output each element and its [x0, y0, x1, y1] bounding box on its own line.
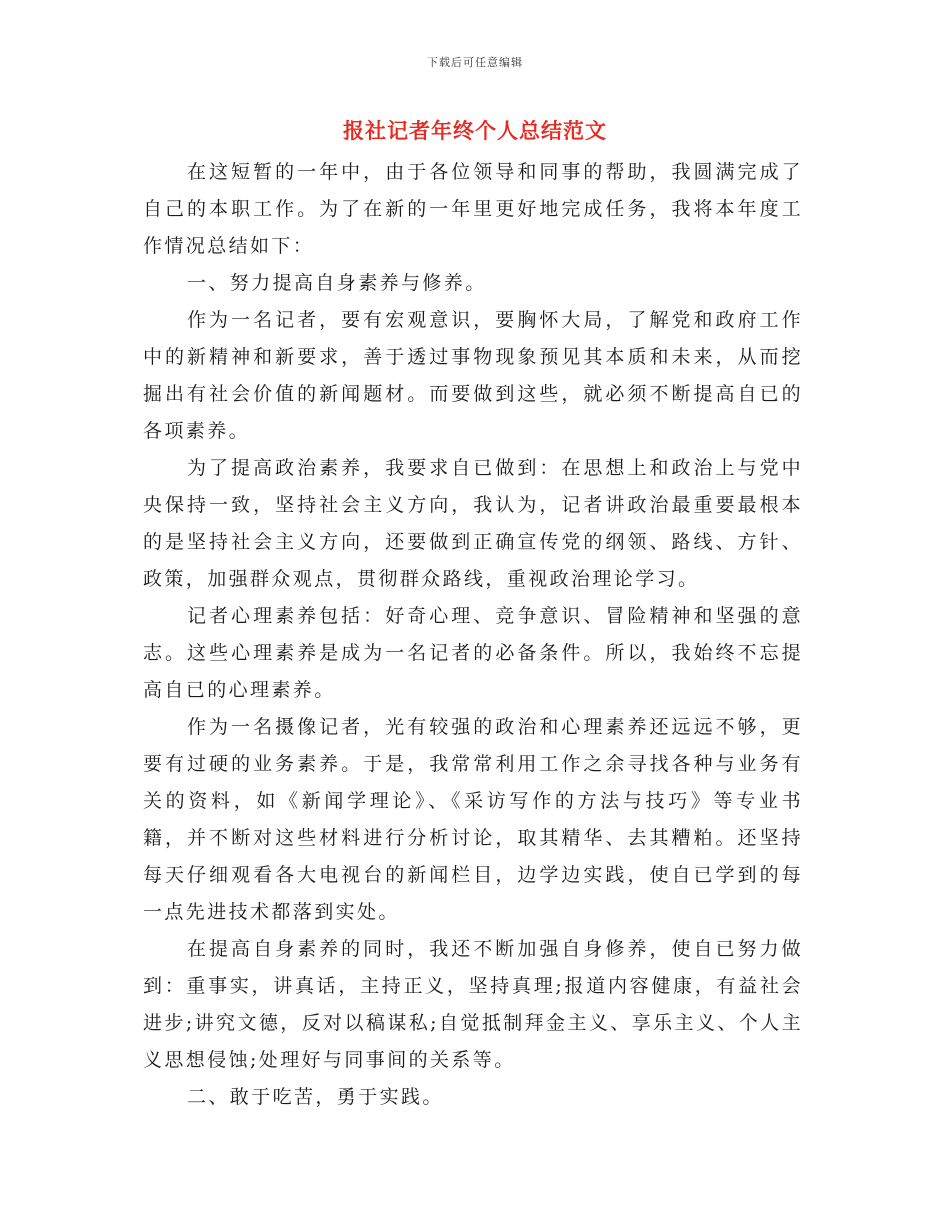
paragraph-psychological: 记者心理素养包括：好奇心理、竞争意识、冒险精神和坚强的意志。这些心理素养是成为一名记者的必备条件。所以，我始终不忘提高自已的心理素养。: [143, 605, 803, 701]
paragraph-political: 为了提高政治素养，我要求自已做到：在思想上和政治上与党中央保持一致，坚持社会主义方向，我认为，记者讲政治最重要最根本的是坚持社会主义方向，还要做到正确宣传党的纲领、路线、方针、政策，加强群众观点，贯彻群众路线，重视政治理论学习。: [143, 457, 803, 590]
section-heading-2: 二、敢于吃苦，勇于实践。: [187, 1086, 444, 1108]
paragraph-awareness: 作为一名记者，要有宏观意识，要胸怀大局，了解党和政府工作中的新精神和新要求，善于透过事物现象预见其本质和未来，从而挖掘出有社会价值的新闻题材。而要做到这些，就必须不断提高自已的各项素养。: [143, 309, 803, 442]
document-title: 报社记者年终个人总结范文: [343, 119, 607, 143]
paragraph-intro: 在这短暂的一年中，由于各位领导和同事的帮助，我圆满完成了自己的本职工作。为了在新的一年里更好地完成任务，我将本年度工作情况总结如下：: [143, 161, 803, 257]
section-heading-1: 一、努力提高自身素养与修养。: [187, 272, 487, 294]
paragraph-cultivation: 在提高自身素养的同时，我还不断加强自身修养，使自已努力做到：重事实，讲真话，主持正义，坚持真理;报道内容健康，有益社会进步;讲究文德，反对以稿谋私;自觉抵制拜金主义、享乐主义、个人主义思想侵蚀;处理好与同事间的关系等。: [143, 938, 803, 1071]
paragraph-professional: 作为一名摄像记者，光有较强的政治和心理素养还远远不够，更要有过硬的业务素养。于是，我常常利用工作之余寻找各种与业务有关的资料，如《新闻学理论》、《采访写作的方法与技巧》等专业书籍，并不断对这些材料进行分析讨论，取其精华、去其糟粕。还坚持每天仔细观看各大电视台的新闻栏目，边学边实践，使自已学到的每一点先进技术都落到实处。: [143, 716, 803, 923]
document-body: [143, 154, 803, 1116]
header-note: 下载后可任意编辑: [427, 56, 523, 69]
